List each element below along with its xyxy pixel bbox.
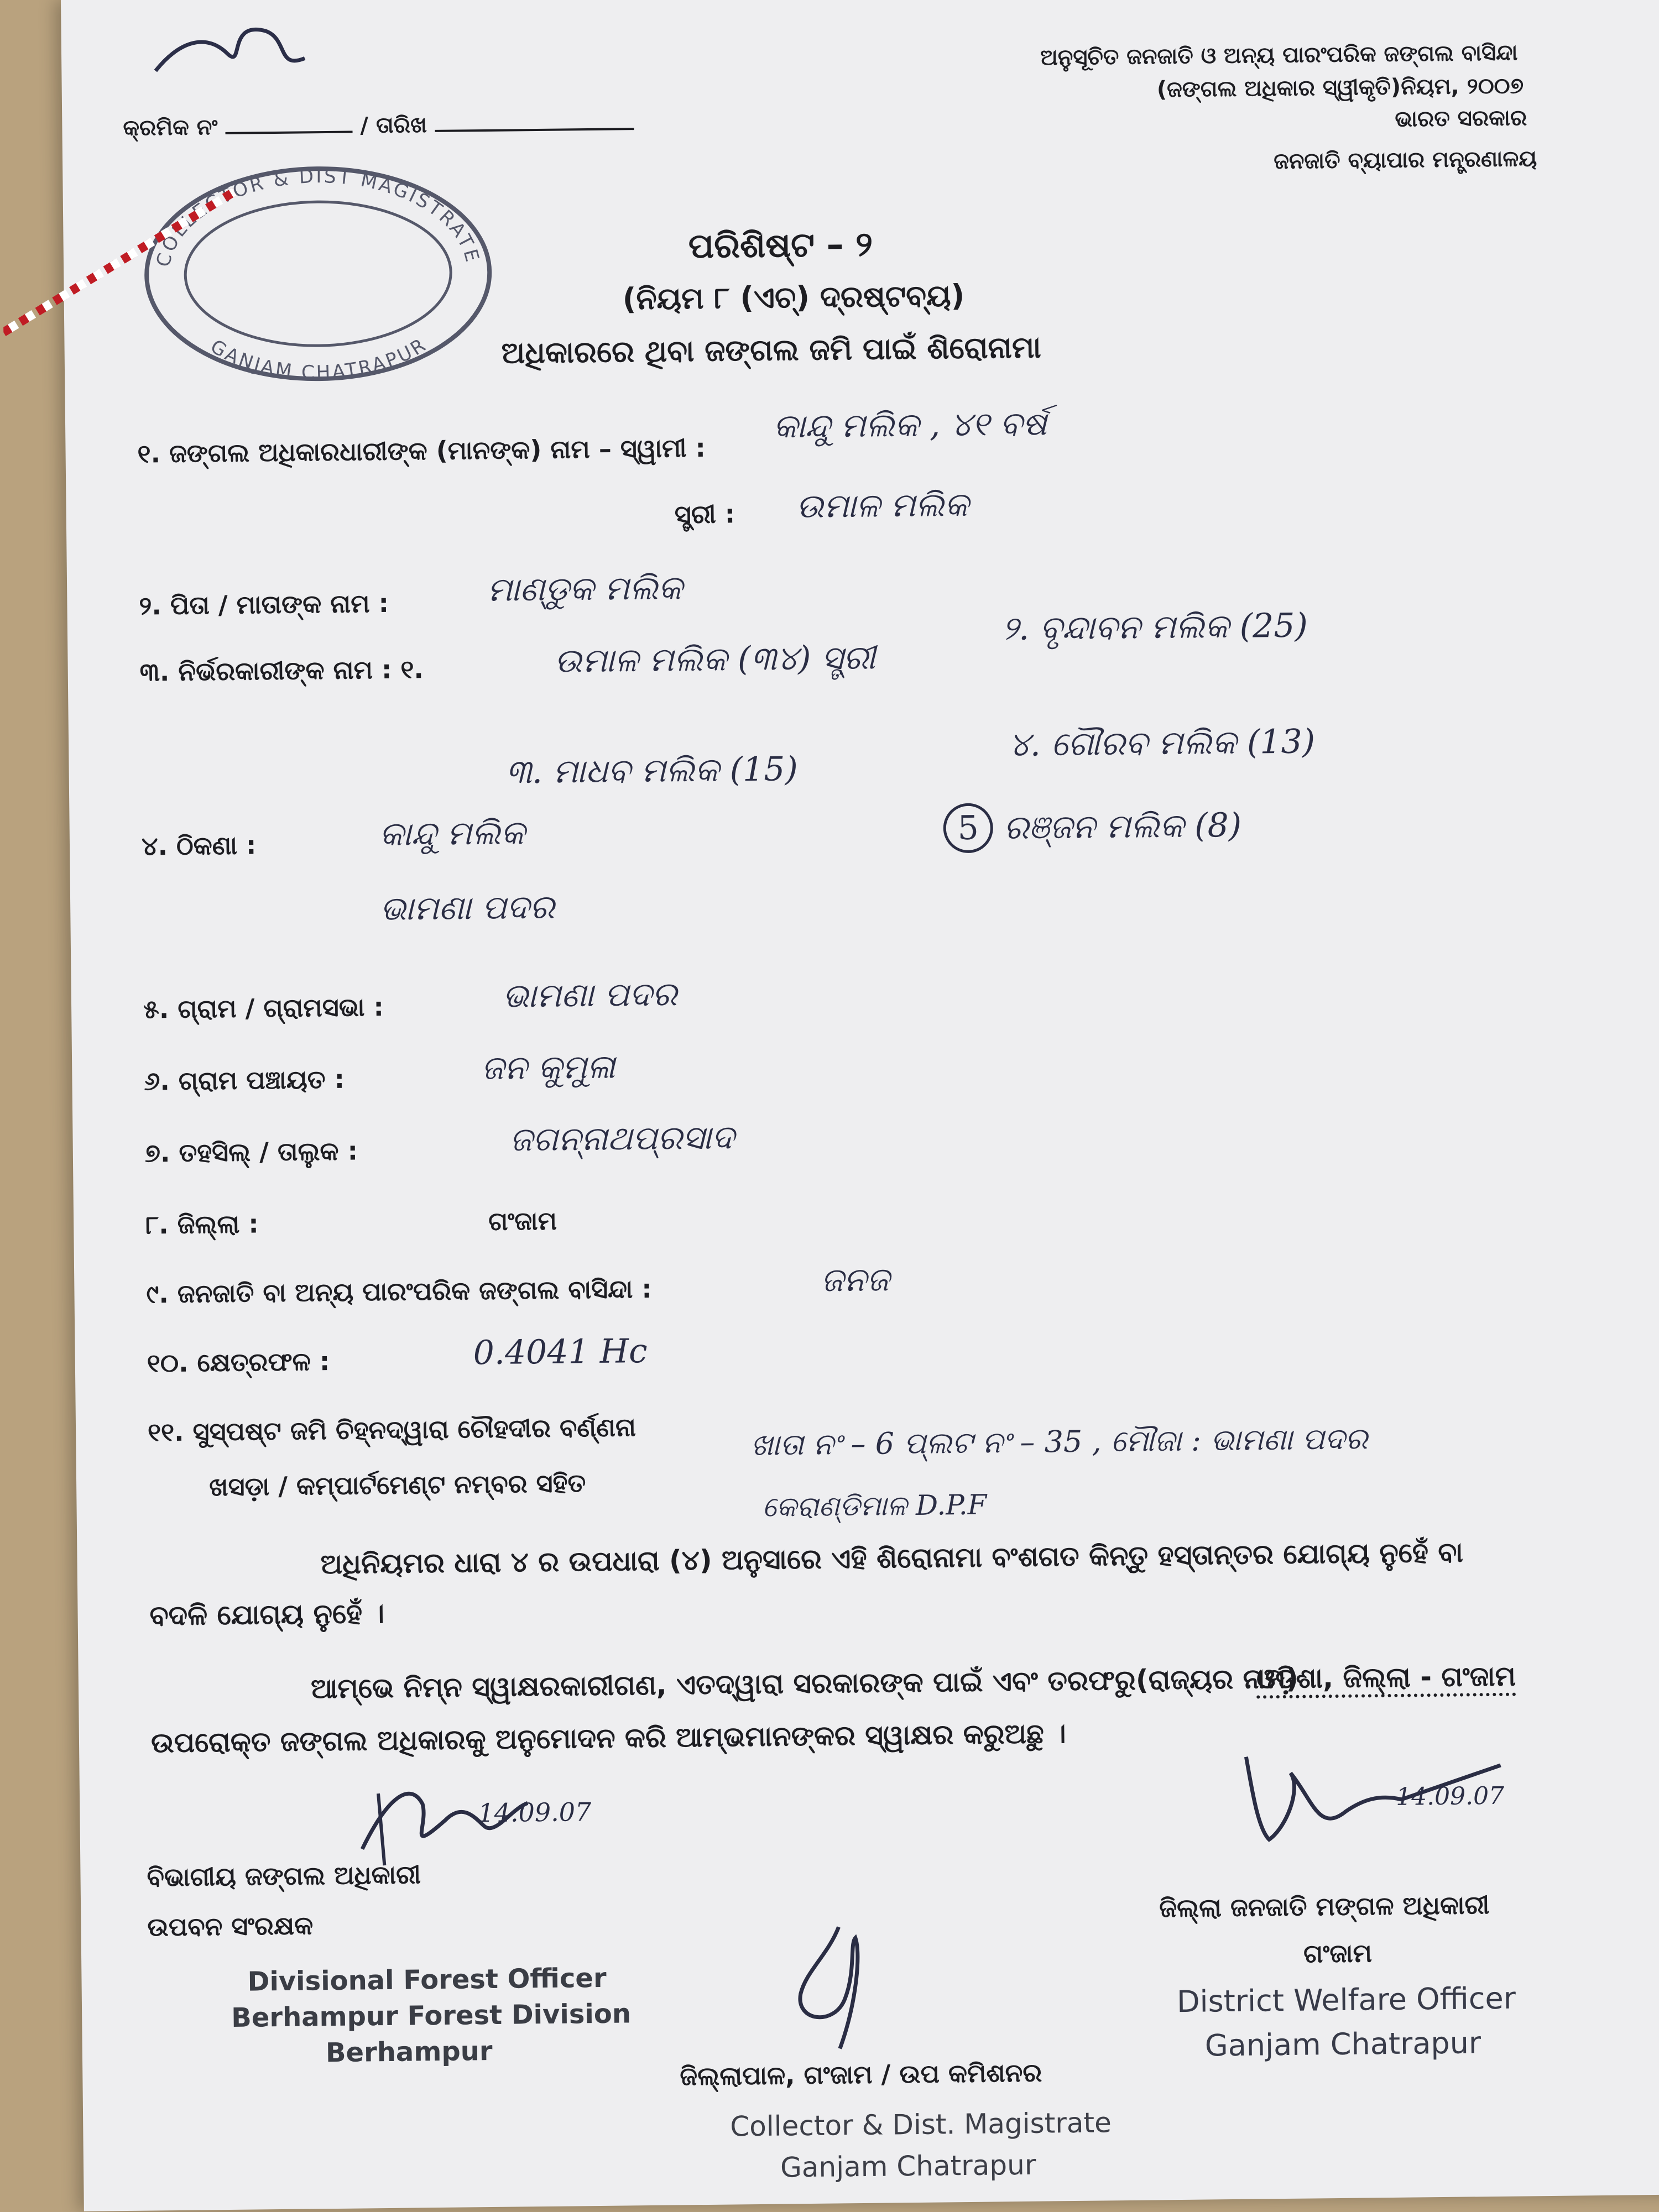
dependent-4: ୪. ଗୌରବ ମଲିକ (13) xyxy=(1008,722,1316,765)
dwo-sign-date: 14.09.07 xyxy=(1395,1781,1505,1811)
field4-value1: କାନ୍ଦୁ ମଲିକ xyxy=(379,813,525,854)
ministry-name: ଜନଜାତି ବ୍ୟାପାର ମନ୍ତ୍ରଣାଳୟ xyxy=(1273,146,1537,175)
dfo-sign-date: 14.09.07 xyxy=(478,1797,592,1828)
field11-value2: କେରାଣ୍ଡିମାଳ D.P.F xyxy=(762,1488,987,1523)
field10-label: ୧୦. କ୍ଷେତ୍ରଫଳ : xyxy=(147,1346,330,1378)
para2-state: ଓଡ଼ିଶା, ଜିଲ୍ଲା - ଗଂଜାମ xyxy=(1256,1660,1516,1699)
serial-line xyxy=(123,110,634,141)
dwo-stamp2: Ganjam Chatrapur xyxy=(1204,2025,1481,2063)
para1-line1: ଅଧିନିୟମର ଧାରା ୪ ର ଉପଧାରା (୪) ଅନୁସାରେ ଏହି ଶିରୋନାମା ବଂଶଗତ କିନ୍ତୁ ହସ୍ତାନ୍ତର ଯୋଗ୍ୟ ନୁହେଁ ବା xyxy=(320,1536,1464,1581)
para1-line2: ବଦଳି ଯୋଗ୍ୟ ନୁହେଁ । xyxy=(149,1597,385,1632)
stamp-top-text: COLLECTOR & DIST MAGISTRATE xyxy=(152,165,484,269)
act-line1: ଅନୁସୂଚିତ ଜନଜାତି ଓ ଅନ୍ୟ ପାରଂପରିକ ଜଙ୍ଗଲ ବାସିନ୍ଦା xyxy=(1040,40,1518,71)
field6-value: ଜନ କୁମୁଳା xyxy=(481,1047,615,1088)
dfo-stamp2: Berhampur Forest Division xyxy=(231,1998,632,2033)
field5-label: ୫. ଗ୍ରାମ / ଗ୍ରାମସଭା : xyxy=(143,991,384,1024)
dependent-5-number: 5 xyxy=(943,803,993,853)
field1-value: କାନ୍ଦୁ ମଲିକ , ୪୧ ବର୍ଷ xyxy=(773,404,1047,446)
field7-value: ଜଗନ୍ନାଥପ୍ରସାଦ xyxy=(509,1118,735,1159)
date-label: / ତାରିଖ xyxy=(360,112,427,139)
certificate-sheet xyxy=(61,0,1659,2211)
field7-label: ୭. ତହସିଲ୍ / ତାଲୁକ : xyxy=(144,1136,358,1168)
dependent-1: ଉମାଳ ମଲିକ (୩୪) ସ୍ତ୍ରୀ xyxy=(554,638,876,681)
field2-label: ୨. ପିତା / ମାତାଙ୍କ ନାମ : xyxy=(139,588,389,621)
dependent-2: ୨. ବୃନ୍ଦାବନ ମଲିକ (25) xyxy=(1001,606,1308,649)
collector-stamp1: Collector & Dist. Magistrate xyxy=(730,2106,1112,2143)
para2-line2: ଉପରୋକ୍ତ ଜଙ୍ଗଲ ଅଧିକାରକୁ ଅନୁମୋଦନ କରି ଆମ୍ଭମାନଙ୍କର ସ୍ୱାକ୍ଷର କରୁଅଛୁ । xyxy=(150,1717,1066,1759)
field5-value: ଭାମଣା ପଦର xyxy=(502,975,677,1016)
field2-value: ମାଣ୍ଡୁକ ମଲିକ xyxy=(487,568,683,609)
dfo-stamp3: Berhampur xyxy=(325,2036,493,2069)
dfo-stamp1: Divisional Forest Officer xyxy=(247,1962,607,1997)
field11-label2: ଖସଡ଼ା / କମ୍ପାର୍ଟମେଣ୍ଟ ନମ୍ବର ସହିତ xyxy=(208,1468,586,1502)
dependent-5 xyxy=(943,801,1241,854)
dwo-stamp1: District Welfare Officer xyxy=(1176,1980,1516,2020)
binding-thread-icon xyxy=(2,163,313,349)
field8-value: ଗଂଜାମ xyxy=(488,1205,557,1237)
field4-value2: ଭାମଣା ପଦର xyxy=(379,887,555,929)
field11-label1: ୧୧. ସୁସ୍ପଷ୍ଟ ଜମି ଚିହ୍ନଦ୍ୱାରା ଚୌହଦୀର ବର୍ଣ୍ଣନା xyxy=(147,1412,637,1447)
title-line2: (ନିୟମ ୮ (ଏଚ୍) ଦ୍ରଷ୍ଟବ୍ୟ) xyxy=(622,278,965,317)
govt-name: ଭାରତ ସରକାର xyxy=(1395,105,1527,132)
serial-label: କ୍ରମିକ ନଂ xyxy=(123,114,218,141)
field9-label: ୯. ଜନଜାତି ବା ଅନ୍ୟ ପାରଂପରିକ ଜଙ୍ଗଲ ବାସିନ୍ଦା : xyxy=(146,1273,653,1309)
field11-value1: ଖାତା ନଂ – 6 ପ୍ଲଟ ନଂ – 35 , ମୌଜା : ଭାମଣା ପଦର xyxy=(750,1421,1368,1463)
field6-label: ୬. ଗ୍ରାମ ପଞ୍ଚାୟତ : xyxy=(144,1064,345,1096)
dfo-role2: ଉପବନ ସଂରକ୍ଷକ xyxy=(147,1910,314,1942)
dfo-role1: ବିଭାଗୀୟ ଜଙ୍ଗଲ ଅଧିକାରୀ xyxy=(147,1859,421,1892)
field10-value: 0.4041 Hc xyxy=(473,1332,648,1373)
field3-label: ୩. ନିର୍ଭରକାରୀଙ୍କ ନାମ : ୧. xyxy=(139,654,424,687)
stamp-bottom-text: GANJAM CHATRAPUR xyxy=(206,333,431,384)
collector-stamp2: Ganjam Chatrapur xyxy=(780,2148,1036,2184)
dwo-role1: ଜିଲ୍ଲା ଜନଜାତି ମଙ୍ଗଳ ଅଧିକାରୀ xyxy=(1159,1890,1490,1923)
field8-label: ୮. ଜିଲ୍ଲା : xyxy=(145,1209,259,1240)
field4-label: ୪. ଠିକଣା : xyxy=(141,830,257,861)
dwo-role2: ଗଂଜାମ xyxy=(1303,1938,1373,1969)
serial-blank xyxy=(226,130,353,134)
field9-value: ଜନଜ xyxy=(820,1260,890,1300)
para2-line1: ଆମ୍ଭେ ନିମ୍ନ ସ୍ୱାକ୍ଷରକାରୀଗଣ, ଏତଦ୍ୱାରା ସରକାରଙ୍କ ପାଇଁ ଏବଂ ତରଫରୁ(ରାଜ୍ୟର ନାମ) xyxy=(310,1662,1299,1705)
collector-signature-icon xyxy=(772,1921,906,2055)
field1-label: ୧. ଜଙ୍ଗଲ ଅଧିକାରଧାରୀଙ୍କ (ମାନଙ୍କ) ନାମ – ସ୍ୱାମୀ : xyxy=(137,432,706,469)
field1-wife-value: ଉମାଳ ମଲିକ xyxy=(796,485,969,526)
collector-role: ଜିଲ୍ଲାପାଳ, ଗଂଜାମ / ଉପ କମିଶନର xyxy=(680,2057,1042,2091)
title-line1: ପରିଶିଷ୍ଟ – ୨ xyxy=(688,223,873,266)
corner-scribble-icon xyxy=(144,8,322,98)
dependent-3: ୩. ମାଧବ ମଲିକ (15) xyxy=(505,750,799,792)
date-blank xyxy=(435,128,634,132)
field1-wife-label: ସ୍ତ୍ରୀ : xyxy=(674,499,735,530)
title-line3: ଅଧିକାରରେ ଥିବା ଜଙ୍ଗଲ ଜମି ପାଇଁ ଶିରୋନାମା xyxy=(501,330,1041,370)
dependent-5-name: ରଞ୍ଜନ ମଲିକ (8) xyxy=(1003,806,1242,848)
act-line2: (ଜଙ୍ଗଲ ଅଧିକାର ସ୍ୱୀକୃତି)ନିୟମ, ୨୦୦୭ xyxy=(1156,73,1524,103)
